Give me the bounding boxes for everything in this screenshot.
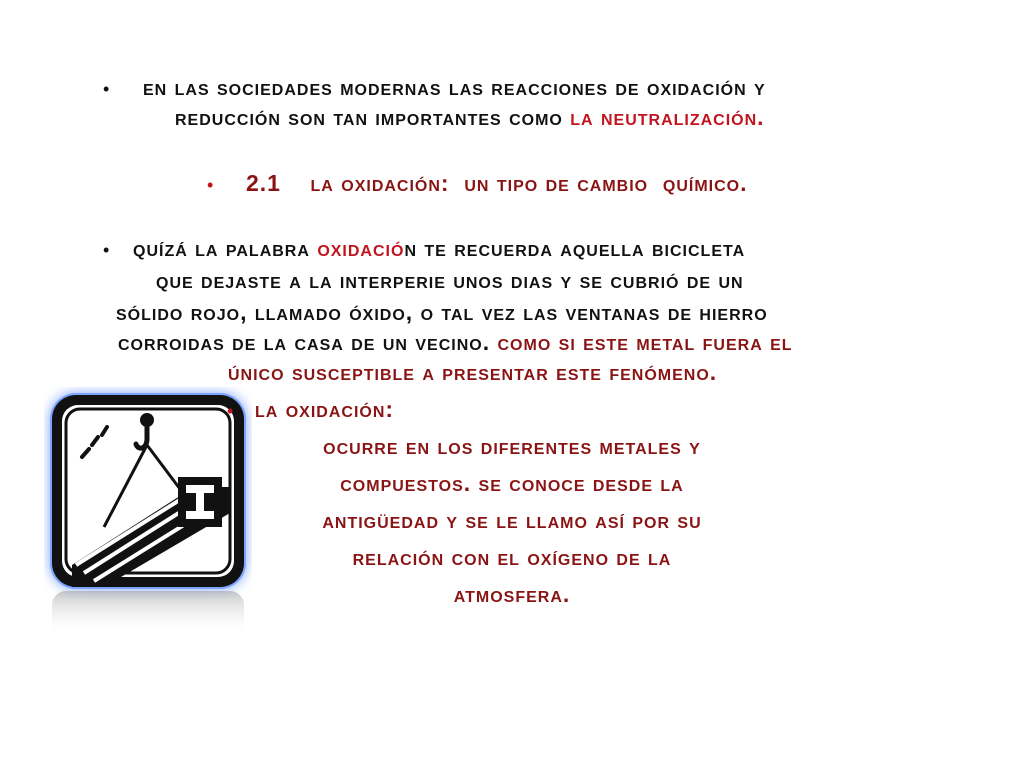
highlight-oxidacion: oxidació: [317, 235, 405, 261]
oxidation-description-line2: compuestos. se conoce desde la: [340, 470, 684, 496]
paragraph-bicycle-line2: que dejaste a la interperie unos dias y se cubrió de un: [156, 267, 744, 293]
paragraph-bicycle-line4: corroidas de la casa de un vecino. como si este metal fuera el: [118, 329, 793, 355]
oxidation-description-line1: ocurre en los diferentes metales y: [323, 433, 701, 459]
paragraph-modern-societies-line1: en las sociedades modernas las reacciones de oxidación y: [143, 74, 766, 100]
section-title-oxidacion: la oxidación:: [255, 396, 395, 422]
oxidation-description-line4: relación con el oxígeno de la: [352, 544, 672, 570]
section-heading-2-1: 2.1 la oxidación: un tipo de cambio químico.: [246, 170, 748, 196]
bullet-marker: •: [103, 240, 110, 260]
highlight-neutralization: la neutralización.: [570, 104, 765, 130]
crane-hook-steel-beam-icon: [44, 387, 252, 637]
highlight-metal-sentence: como si este metal fuera el: [497, 329, 793, 355]
bullet-marker: •: [207, 175, 214, 195]
paragraph-bicycle-line3: sólido rojo, llamado óxido, o tal vez las ventanas de hierro: [116, 299, 768, 325]
oxidation-description-line5: atmosfera.: [453, 581, 571, 607]
oxidation-description-line3: antigüedad y se le llamo así por su: [322, 507, 702, 533]
paragraph-bicycle-line1: quízá la palabra oxidación te recuerda aquella bicicleta: [133, 235, 746, 261]
bullet-marker: •: [227, 401, 234, 421]
paragraph-modern-societies-line2: reducción son tan importantes como la neutralización.: [175, 104, 765, 130]
paragraph-bicycle-line5: único susceptible a presentar este fenómeno.: [228, 359, 718, 385]
bullet-marker: •: [103, 79, 110, 99]
